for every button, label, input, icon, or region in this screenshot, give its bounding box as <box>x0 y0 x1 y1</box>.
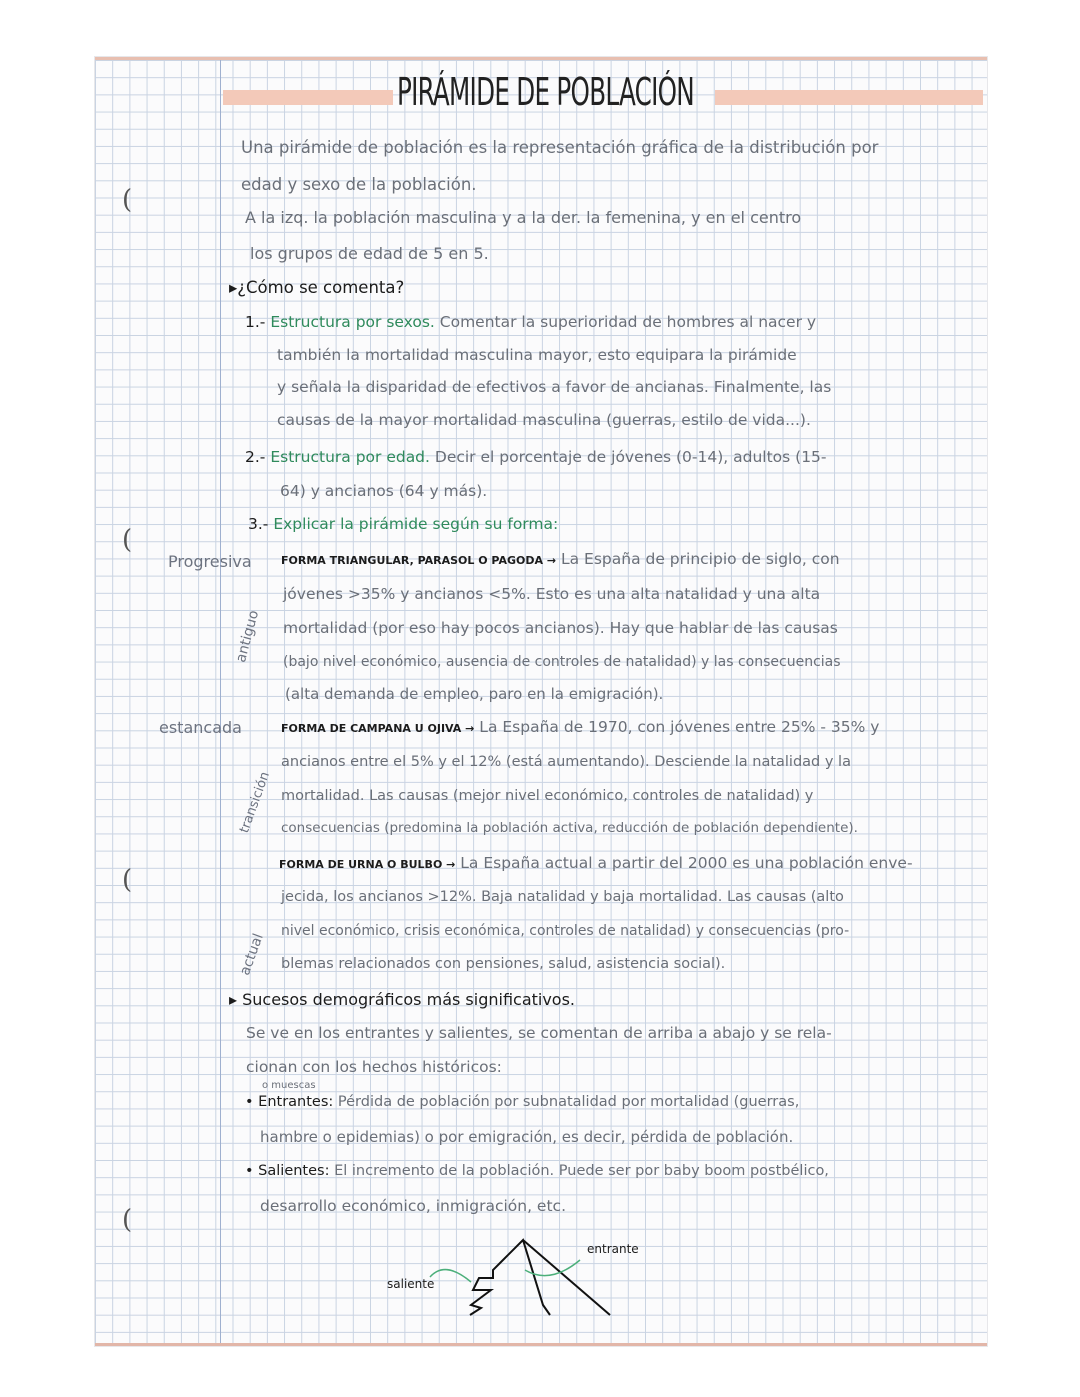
item-text: Comentar la superioridad de hombres al nacer y <box>434 313 817 331</box>
item-heading: Explicar la pirámide según su forma: <box>273 515 559 533</box>
bullet-dot: • <box>245 1094 259 1110</box>
item-line: 64) y ancianos (64 y más). <box>280 482 488 500</box>
form-line: mortalidad. Las causas (mejor nivel económico, controles de natalidad) y <box>281 788 814 804</box>
section-heading-comment: ▸¿Cómo se comenta? <box>229 278 405 297</box>
punch-hole: ( <box>122 865 133 895</box>
margin-note-progresiva: Progresiva <box>168 552 252 571</box>
margin-note-antiguo: antiguo <box>233 608 263 665</box>
title-highlight <box>715 90 983 105</box>
title-highlight <box>223 90 393 105</box>
section-heading-events: ▸ Sucesos demográficos más significativos. <box>229 990 576 1009</box>
bullet-dot: • <box>245 1163 259 1179</box>
page-title: PIRÁMIDE DE POBLACIÓN <box>397 70 694 114</box>
margin-note-actual: actual <box>237 931 267 978</box>
bullet-salientes <box>245 1164 829 1179</box>
item-heading: Estructura por edad. <box>270 448 430 466</box>
form-line: (bajo nivel económico, ausencia de controles de natalidad) y las consecuencias <box>283 654 841 670</box>
form-line: ancianos entre el 5% y el 12% (está aumentando). Desciende la natalidad y la <box>281 754 851 770</box>
events-line: cionan con los hechos históricos: <box>246 1058 502 1076</box>
margin-line <box>220 60 221 1343</box>
item-2 <box>245 450 827 466</box>
form-heading: FORMA DE CAMPANA U OJIVA → <box>281 722 475 735</box>
form-line: nivel económico, crisis económica, controles de natalidad) y consecuencias (pro- <box>281 923 850 939</box>
item-1 <box>245 315 816 331</box>
events-line: Se ve en los entrantes y salientes, se comentan de arriba a abajo y se rela- <box>246 1024 832 1042</box>
bullet-entrantes <box>245 1095 799 1110</box>
bullet-heading: Entrantes: <box>258 1094 334 1110</box>
form-triangular <box>281 552 840 568</box>
item-number: 3.- <box>248 515 269 533</box>
intro-line: A la izq. la población masculina y a la der. la femenina, y en el centro <box>245 208 802 227</box>
item-line: causas de la mayor mortalidad masculina (guerras, estilo de vida...). <box>277 411 811 429</box>
item-heading: Estructura por sexos. <box>270 313 435 331</box>
notebook-page <box>95 57 987 1346</box>
form-line: blemas relacionados con pensiones, salud, asistencia social). <box>281 956 726 972</box>
form-urna <box>279 856 913 872</box>
punch-hole: ( <box>122 1205 133 1235</box>
entrante-label: entrante <box>587 1242 639 1256</box>
item-3 <box>248 517 558 533</box>
form-line: jóvenes >35% y ancianos <5%. Esto es una alta natalidad y una alta <box>283 585 821 603</box>
bullet-line: desarrollo económico, inmigración, etc. <box>260 1197 566 1215</box>
form-line: mortalidad (por eso hay pocos ancianos). Hay que hablar de las causas <box>283 619 838 637</box>
form-line: (alta demanda de empleo, paro en la emigración). <box>285 685 664 703</box>
form-heading: FORMA TRIANGULAR, PARASOL O PAGODA → <box>281 554 557 567</box>
margin-note-transicion: transición <box>237 769 273 836</box>
pyramid-sketch <box>375 1220 635 1320</box>
form-text: La España de principio de siglo, con <box>556 550 840 568</box>
intro-line: los grupos de edad de 5 en 5. <box>250 244 489 263</box>
bullet-text: El incremento de la población. Puede ser por baby boom postbélico, <box>329 1163 829 1179</box>
item-line: y señala la disparidad de efectivos a favor de ancianas. Finalmente, las <box>277 378 832 396</box>
form-campana <box>281 720 879 736</box>
saliente-label: saliente <box>387 1277 435 1291</box>
intro-line: edad y sexo de la población. <box>241 175 477 194</box>
item-text: Decir el porcentaje de jóvenes (0-14), adultos (15- <box>429 448 827 466</box>
entrante-arrow <box>525 1260 580 1276</box>
item-line: también la mortalidad masculina mayor, esto equipara la pirámide <box>277 346 797 364</box>
small-note: o muescas <box>262 1080 316 1091</box>
punch-hole: ( <box>122 525 133 555</box>
bullet-text: Pérdida de población por subnatalidad por mortalidad (guerras, <box>333 1094 800 1110</box>
bullet-heading: Salientes: <box>258 1163 330 1179</box>
form-heading: FORMA DE URNA O BULBO → <box>279 858 456 871</box>
item-number: 1.- <box>245 313 266 331</box>
margin-note-estancada: estancada <box>159 718 242 737</box>
punch-hole: ( <box>122 185 133 215</box>
form-text: La España actual a partir del 2000 es una población enve- <box>455 854 913 872</box>
form-text: La España de 1970, con jóvenes entre 25% - 35% y <box>474 718 880 736</box>
intro-line: Una pirámide de población es la representación gráfica de la distribución por <box>241 138 879 157</box>
saliente-arrow <box>430 1270 471 1282</box>
form-line: jecida, los ancianos >12%. Baja natalidad y baja mortalidad. Las causas (alto <box>281 889 844 905</box>
pyramid-outline <box>470 1240 550 1315</box>
form-line: consecuencias (predomina la población activa, reducción de población dependiente). <box>281 820 858 836</box>
item-number: 2.- <box>245 448 266 466</box>
bullet-line: hambre o epidemias) o por emigración, es decir, pérdida de población. <box>260 1128 794 1146</box>
